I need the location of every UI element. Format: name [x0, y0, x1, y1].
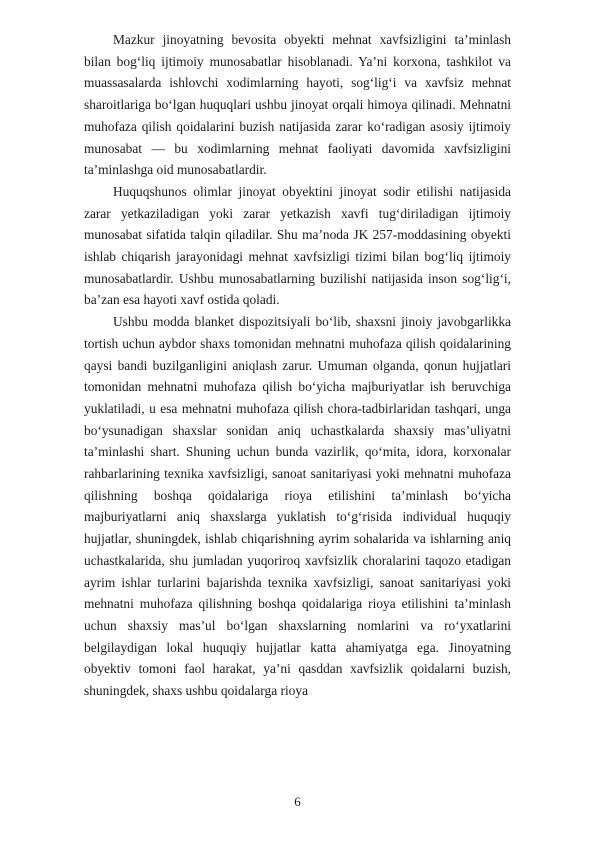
- paragraph-object-definition: Mazkur jinoyatning bevosita obyekti mehnat xavfsizligini ta’minlash bilan bog‘liq ijtimoiy munosabatlar hisoblanadi. Ya’ni korxona, tashkilot va muassasalarda ishlovchi xodimlarning hayoti, sog‘lig‘i va xavfsiz mehnat sharoitlariga bo‘lgan huquqlari ushbu jinoyat orqali himoya qilinadi. Mehnatni muhofaza qilish qoidalarini buzish natijasida zarar ko‘radigan asosiy ijtimoiy munosabat — bu xodimlarning mehnat faoliyati davomida xavfsizligini ta’minlashga oid munosabatlardir.: [84, 32, 511, 178]
- page-number: 6: [294, 794, 301, 809]
- paragraph-scholars-view: Huquqshunos olimlar jinoyat obyektini jinoyat sodir etilishi natijasida zarar yetkaziladigan yoki zarar yetkazish xavfi tug‘diriladigan ijtimoiy munosabat sifatida talqin qiladilar. Shu ma’noda JK 257-moddasining obyekti ishlab chiqarish jarayonidagi mehnat xavfsizligi tizimi bilan bog‘liq ijtimoiy munosabatlardir. Ushbu munosabatlarning buzilishi natijasida inson sog‘lig‘i, ba’zan esa hayoti xavf ostida qoladi.: [84, 183, 511, 308]
- body-text: [84, 29, 511, 702]
- paragraph-blanket-disposition: Ushbu modda blanket dispozitsiyali bo‘lib, shaxsni jinoiy javobgarlikka tortish uchun aybdor shaxs tomonidan mehnatni muhofaza qilish qoidalarining qaysi bandi buzilganligini aniqlash zarur. Umuman olganda, qonun hujjatlari tomonidan mehnatni muhofaza qilish bo‘yicha majburiyatlar ish beruvchiga yuklatiladi, u esa mehnatni muhofaza qilish chora-tadbirlaridan tashqari, unga bo‘ysunadigan shaxslar sonidan aniq uchastkalarda shaxsiy mas’uliyatni ta’minlashi shart. Shuning uchun bunda vazirlik, qo‘mita, idora, korxonalar rahbarlarining texnika xavfsizligi, sanoat sanitariyasi yoki mehnatni muhofaza qilishning boshqa qoidalariga rioya etilishini ta’minlash bo‘yicha majburiyatlarni aniq shaxslarga yuklatish to‘g‘risida individual huquqiy hujjatlar, shuningdek, ishlab chiqarishning ayrim sohalarida va ishlarning aniq uchastkalarida, shu jumladan yuqoriroq xavfsizlik choralarini taqozo etadigan ayrim ishlar turlarini bajarishda texnika xavfsizligi, sanoat sanitariyasi yoki mehnatni muhofaza qilishning boshqa qoidalariga rioya etilishini ta’minlash uchun shaxsiy mas’ul bo‘lgan shaxslarning nomlarini va ro‘yxatlarini belgilaydigan lokal huquqiy hujjatlar katta ahamiyatga ega. Jinoyatning obyektiv tomoni faol harakat, ya’ni qasddan xavfsizlik qoidalarni buzish, shuningdek, shaxs ushbu qoidalarga rioya: [84, 314, 511, 699]
